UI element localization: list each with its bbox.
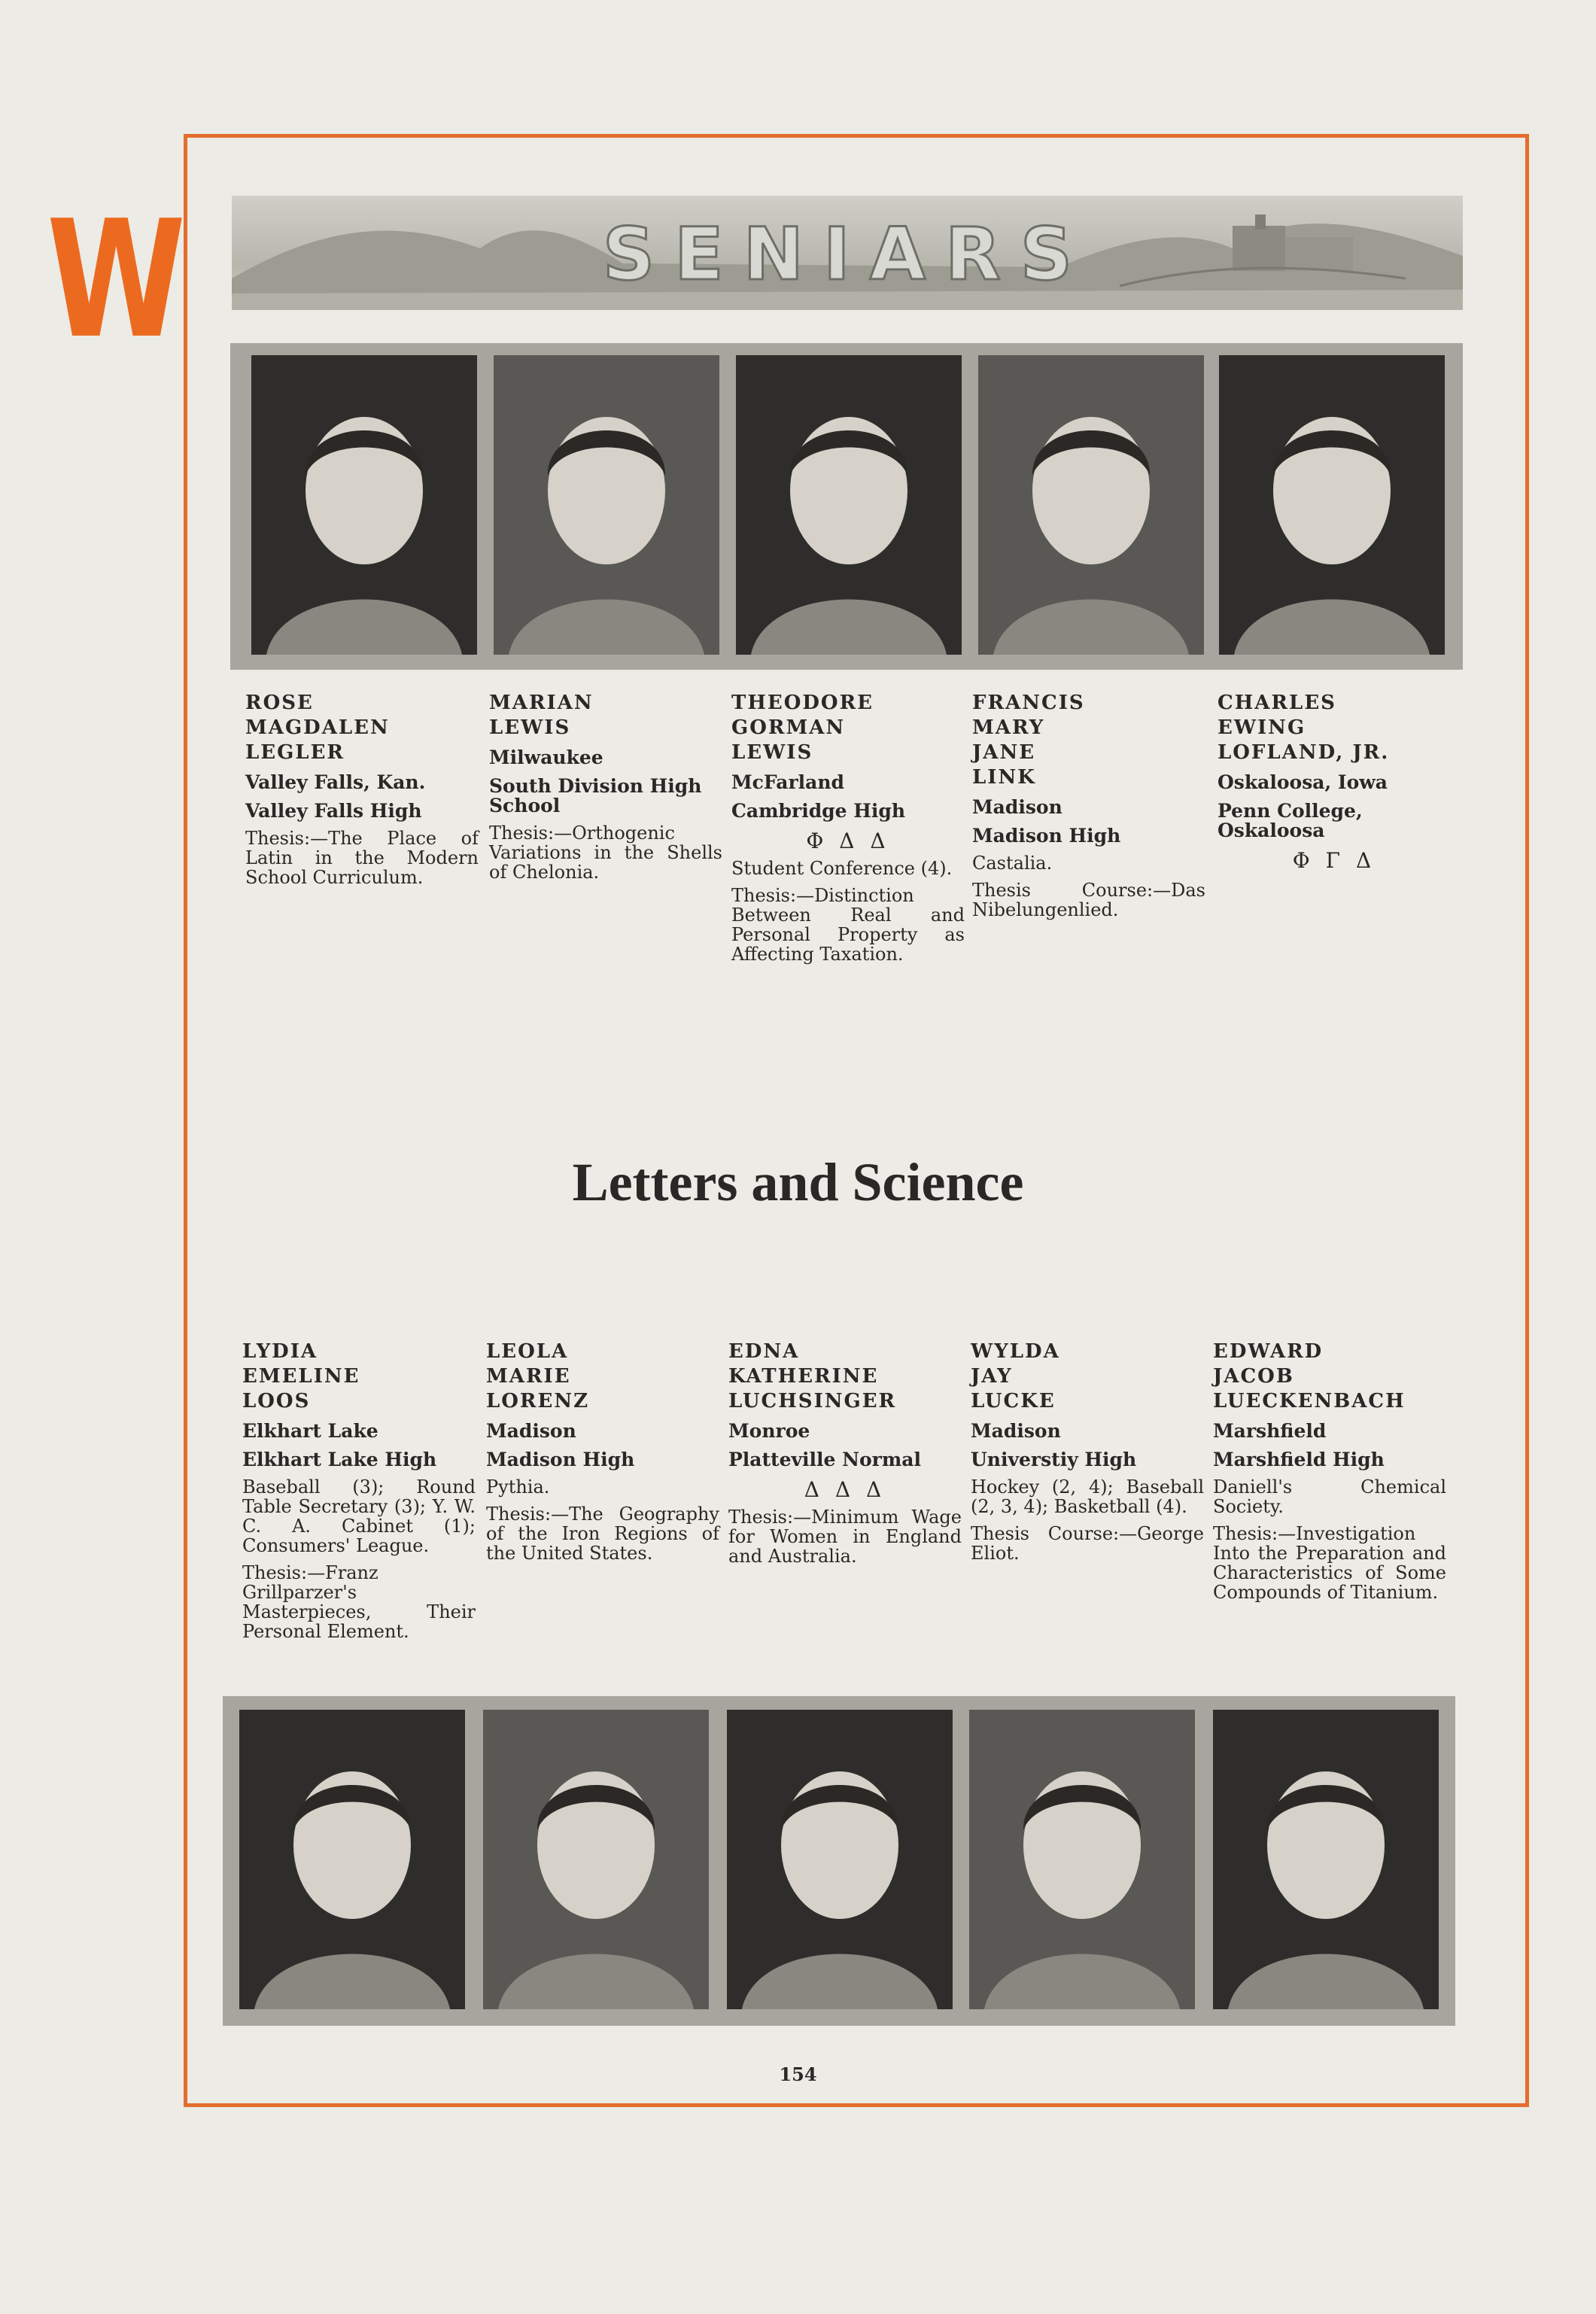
student-name-line: LORENZ bbox=[486, 1390, 590, 1412]
student-activity-text: Thesis:—The Place of Latin in the Modern School Curriculum. bbox=[245, 828, 479, 888]
student-hometown: Monroe bbox=[728, 1420, 810, 1442]
student-name-line: THEODORE bbox=[731, 692, 874, 714]
bottom-portrait-photo-1 bbox=[239, 1710, 465, 2009]
student-activity-text: Baseball (3); Round Table Secretary (3); Y. W. C. A. Cabinet (1); Consumers' League. bbox=[242, 1476, 476, 1556]
student-name-line: WYLDA bbox=[971, 1340, 1060, 1363]
student-name-line: KATHERINE bbox=[728, 1365, 879, 1388]
student-activity-text: Hockey (2, 4); Baseball (2, 3, 4); Basketball (4). bbox=[971, 1476, 1204, 1517]
student-name-line: FRANCIS bbox=[972, 692, 1085, 714]
student-hometown: Valley Falls, Kan. bbox=[245, 771, 426, 793]
student-activity-text: Pythia. bbox=[486, 1476, 550, 1498]
student-activity-text: Thesis:—The Geography of the Iron Regions of the United States. bbox=[486, 1504, 719, 1564]
student-name-line: MAGDALEN bbox=[245, 716, 390, 739]
student-name-line: LYDIA bbox=[242, 1340, 318, 1363]
student-activity-text: Thesis:—Orthogenic Variations in the Shells of Chelonia. bbox=[489, 823, 722, 883]
student-name-line: LEWIS bbox=[489, 716, 571, 739]
page-number: 154 bbox=[779, 2063, 817, 2085]
banner-title: SENIARS bbox=[602, 212, 1093, 296]
student-name-line: JAY bbox=[971, 1365, 1013, 1388]
student-name-line: JACOB bbox=[1213, 1365, 1294, 1388]
student-school: Penn College, Oskaloosa bbox=[1218, 800, 1363, 841]
top-student-entry bbox=[972, 691, 1205, 920]
student-hometown: Madison bbox=[486, 1420, 576, 1442]
student-school: Platteville Normal bbox=[728, 1449, 921, 1470]
student-name-line: LEOLA bbox=[486, 1340, 569, 1363]
student-activity-text: Thesis:—Minimum Wage for Women in England and Australia. bbox=[728, 1507, 962, 1567]
student-hometown: Madison bbox=[972, 796, 1062, 818]
student-name-line: LEGLER bbox=[245, 741, 345, 764]
student-name-line: LINK bbox=[972, 766, 1036, 789]
student-name-line: EDWARD bbox=[1213, 1340, 1324, 1363]
student-activity-text: Thesis Course:—George Eliot. bbox=[971, 1523, 1204, 1564]
top-student-entry bbox=[1218, 691, 1451, 871]
bottom-student-entry bbox=[971, 1339, 1204, 1563]
student-activity-text: Castalia. bbox=[972, 853, 1053, 874]
student-hometown: Elkhart Lake bbox=[242, 1420, 378, 1442]
top-portrait-photo-5 bbox=[1219, 355, 1445, 655]
student-name-line: CHARLES bbox=[1218, 692, 1336, 714]
student-name-line: LEWIS bbox=[731, 741, 813, 764]
top-portrait-photo-3 bbox=[736, 355, 962, 655]
top-portrait-photo-4 bbox=[978, 355, 1204, 655]
student-name-line: LOOS bbox=[242, 1390, 311, 1412]
student-name-line: GORMAN bbox=[731, 716, 846, 739]
student-name-line: EMELINE bbox=[242, 1365, 360, 1388]
student-name-line: LUCHSINGER bbox=[728, 1390, 897, 1412]
student-school: Madison High bbox=[486, 1449, 635, 1470]
student-activity-text: Thesis:—Investigation Into the Preparation and Characteristics of Some Compounds of Titanium. bbox=[1213, 1523, 1446, 1603]
top-student-entry bbox=[489, 691, 722, 882]
student-school: Marshfield High bbox=[1213, 1449, 1385, 1470]
student-name-line: MARIE bbox=[486, 1365, 571, 1388]
student-name-line: MARIAN bbox=[489, 692, 594, 714]
bottom-student-entry bbox=[728, 1339, 962, 1566]
student-name-line: LUECKENBACH bbox=[1213, 1390, 1406, 1412]
student-school: Madison High bbox=[972, 825, 1121, 847]
section-title: Letters and Science bbox=[572, 1152, 1024, 1212]
bottom-portrait-photo-4 bbox=[969, 1710, 1195, 2009]
student-name-line: ROSE bbox=[245, 692, 314, 714]
bottom-student-entry bbox=[486, 1339, 719, 1563]
student-name-line: EDNA bbox=[728, 1340, 800, 1363]
student-hometown: Oskaloosa, Iowa bbox=[1218, 771, 1388, 793]
student-name-line: LUCKE bbox=[971, 1390, 1056, 1412]
student-hometown: McFarland bbox=[731, 771, 844, 793]
side-tab-letter: W bbox=[47, 185, 186, 374]
student-school: Elkhart Lake High bbox=[242, 1449, 437, 1470]
student-fraternity: Φ Δ Δ bbox=[806, 829, 890, 853]
student-hometown: Milwaukee bbox=[489, 747, 603, 768]
student-name-line: MARY bbox=[972, 716, 1045, 739]
student-activity-text: Student Conference (4). bbox=[731, 858, 953, 879]
student-name-line: EWING bbox=[1218, 716, 1306, 739]
bottom-student-entry bbox=[1213, 1339, 1446, 1602]
student-name-line: JANE bbox=[972, 741, 1036, 764]
student-name-line: LOFLAND, JR. bbox=[1218, 741, 1390, 764]
student-school: South Division High School bbox=[489, 775, 702, 816]
student-school: Universtiy High bbox=[971, 1449, 1137, 1470]
bottom-student-entry bbox=[242, 1339, 476, 1641]
bottom-portrait-photo-3 bbox=[727, 1710, 953, 2009]
student-hometown: Marshfield bbox=[1213, 1420, 1327, 1442]
student-activity-text: Daniell's Chemical Society. bbox=[1213, 1476, 1446, 1517]
student-fraternity: Φ Γ Δ bbox=[1292, 848, 1376, 873]
top-student-entry bbox=[245, 691, 479, 887]
seniors-banner bbox=[232, 196, 1463, 310]
top-portrait-photo-2 bbox=[494, 355, 719, 655]
student-activity-text: Thesis:—Franz Grillparzer's Masterpieces, Their Personal Element. bbox=[242, 1562, 476, 1642]
bottom-portrait-photo-2 bbox=[483, 1710, 709, 2009]
student-hometown: Madison bbox=[971, 1420, 1061, 1442]
student-activity-text: Thesis Course:—Das Nibelungenlied. bbox=[972, 880, 1205, 920]
top-portrait-photo-1 bbox=[251, 355, 477, 655]
student-fraternity: Δ Δ Δ bbox=[804, 1477, 886, 1502]
top-student-entry bbox=[731, 691, 965, 964]
student-school: Cambridge High bbox=[731, 800, 906, 822]
student-activity-text: Thesis:—Distinction Between Real and Personal Property as Affecting Taxation. bbox=[731, 885, 965, 965]
bottom-portrait-photo-5 bbox=[1213, 1710, 1439, 2009]
student-school: Valley Falls High bbox=[245, 800, 422, 822]
